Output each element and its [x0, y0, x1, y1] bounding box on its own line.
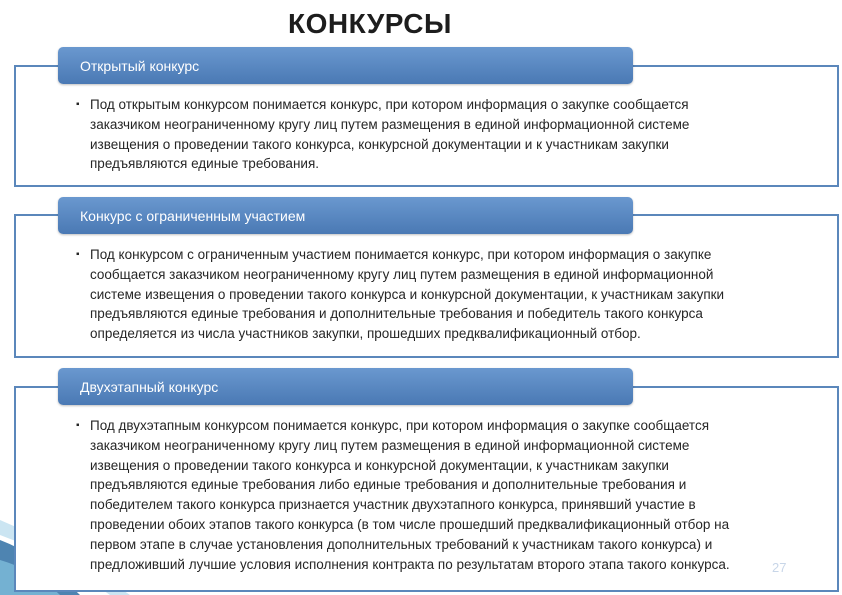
section-header-limited-contest: Конкурс с ограниченным участием: [58, 197, 633, 234]
page-title: КОНКУРСЫ: [288, 8, 452, 39]
page-number: 27: [772, 560, 787, 575]
section-text-two-stage-contest: ▪ Под двухэтапным конкурсом понимается конкурс, при котором информация о закупке сообщается заказчиком неограниченному кругу лиц путем размещения в единой информационной системе извещения о проведении такого конкурса и конкурсной документации, к участникам закупки предъявляются единые требования либо единые требования и дополнительные требования и победителем такого конкурса признается участник двухэтапного конкурса, принявший участие в проведении обоих этапов такого конкурса (в том числе прошедший предквалификационный отбор на первом этапе в случае установления дополнительных требований к участникам такого конкурса) и предложивший лучшие условия исполнения контракта по результатам второго этапа такого конкурса.: [76, 416, 756, 574]
section-header-two-stage-contest: Двухэтапный конкурс: [58, 368, 633, 405]
bullet-icon: ▪: [76, 420, 80, 431]
section-header-open-contest: Открытый конкурс: [58, 47, 633, 84]
bullet-icon: ▪: [76, 99, 80, 110]
section-text-open-contest: ▪ Под открытым конкурсом понимается конкурс, при котором информация о закупке сообщается заказчиком неограниченному кругу лиц путем размещения в единой информационной системе извещения о проведении такого конкурса, конкурсной документации и к участникам закупки предъявляются единые требования.: [76, 95, 756, 174]
section-text-limited-contest: ▪ Под конкурсом с ограниченным участием понимается конкурс, при котором информация о закупке сообщается заказчиком неограниченному кругу лиц путем размещения в единой информационной системе извещения о проведении такого конкурса и конкурсной документации, к участникам закупки предъявляются единые требования и дополнительные требования и победитель такого конкурса определяется из числа участников закупки, прошедших предквалификационный отбор.: [76, 245, 756, 344]
bullet-icon: ▪: [76, 249, 80, 260]
